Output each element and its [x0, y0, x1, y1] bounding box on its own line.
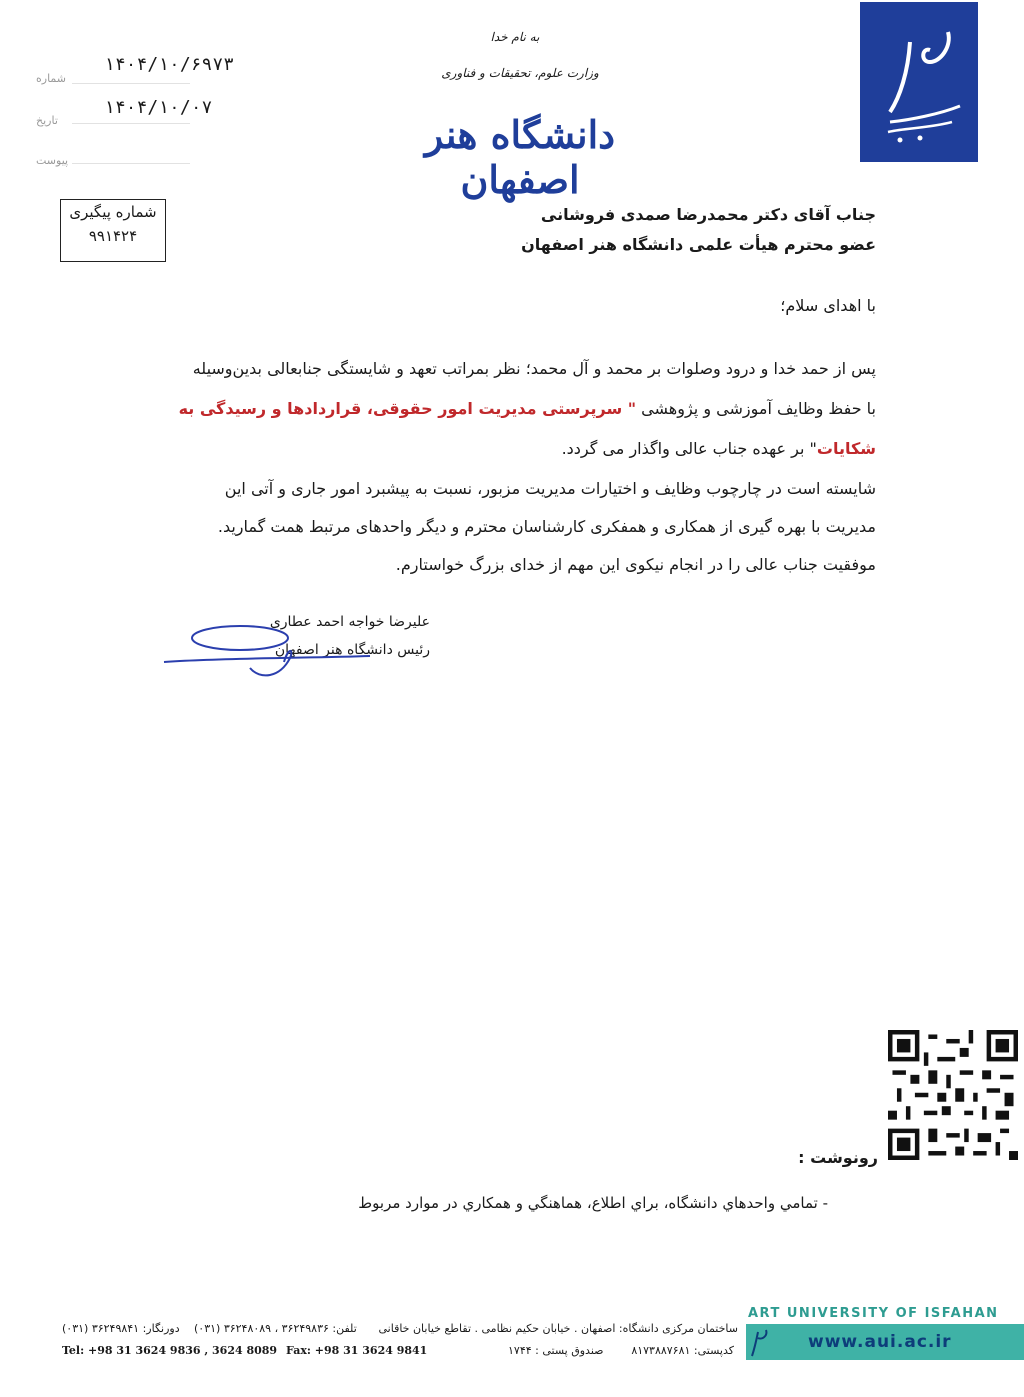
bismillah: به نام خدا — [490, 30, 540, 44]
attachment-line — [72, 162, 190, 164]
footer-fax: دورنگار: ۳۶۲۴۹۸۴۱ (۰۳۱) — [62, 1322, 180, 1335]
appointment-title-end: شکایات — [816, 439, 876, 458]
letter-date: ۱۴۰۴/۱۰/۰۷ — [104, 97, 213, 118]
body-line-5: مدیریت با بهره گیری از همکاری و همفکری کارشناسان محترم و دیگر واحدهای مرتبط همت گمارید. — [217, 517, 876, 536]
footer-tel-en: Tel: +98 31 3624 9836 , 3624 8089 — [62, 1344, 278, 1357]
letter-number: ۱۴۰۴/۱۰/۶۹۷۳ — [104, 54, 235, 75]
attachment-label: پیوست — [36, 154, 69, 167]
greeting: با اهدای سلام؛ — [780, 296, 876, 315]
footer-fax-en: Fax: +98 31 3624 9841 — [286, 1344, 428, 1357]
number-line — [72, 82, 190, 84]
footer-address: ساختمان مرکزی دانشگاه: اصفهان . خیابان حکیم نظامی . تقاطع خیابان خاقانی — [378, 1322, 738, 1335]
footer-po-box: صندوق پستی : ۱۷۴۴ — [508, 1344, 604, 1357]
signer-name: علیرضا خواجه احمد عطاری — [269, 614, 430, 630]
footer-phone: تلفن: ۳۶۲۴۹۸۳۶ ، ۳۶۲۴۸۰۸۹ (۰۳۱) — [194, 1322, 357, 1335]
cc-recipients: - تمامي واحدهاي دانشگاه، براي اطلاع، هماهنگي و همكاري در موارد مربوط — [358, 1194, 828, 1212]
body-line-6: موفقیت جناب عالی را در انجام نیکوی این مهم از خدای بزرگ خواستارم. — [395, 555, 876, 574]
appointment-title: " سرپرستی مدیریت امور حقوقی، قراردادها و رسیدگی به — [178, 399, 637, 418]
signer-title: رئیس دانشگاه هنر اصفهان — [274, 642, 430, 658]
footer-postal-code: کدپستی: ۸۱۷۳۸۸۷۶۸۱ — [631, 1344, 734, 1357]
cc-title: رونوشت : — [798, 1148, 878, 1167]
university-name: دانشگاه هنر اصفهان — [424, 112, 616, 202]
website-link[interactable]: www.aui.ac.ir — [808, 1332, 952, 1352]
tracking-number: ۹۹۱۴۲۴ — [88, 227, 138, 245]
footer-english-name: ART UNIVERSITY OF ISFAHAN — [748, 1306, 999, 1321]
date-line — [72, 122, 190, 124]
footer-logo-icon — [750, 1326, 772, 1358]
body-line-2-prefix: با حفظ وظایف آموزشی و پژوهشی — [636, 399, 876, 418]
university-logo — [860, 2, 978, 162]
body-line-3-suffix: " بر عهده جناب عالی واگذار می گردد. — [561, 439, 817, 458]
signature-scribble-icon — [160, 618, 400, 688]
qr-code-icon — [888, 1028, 1018, 1162]
number-label: شماره — [36, 72, 67, 85]
ministry-name: وزارت علوم، تحقیقات و فناوری — [441, 66, 599, 80]
date-label: تاریخ — [36, 114, 58, 127]
tracking-box — [60, 199, 166, 262]
body-line-3 — [146, 430, 876, 468]
tracking-label: شماره پیگیری — [69, 203, 157, 221]
recipient-title: عضو محترم هیأت علمی دانشگاه هنر اصفهان — [521, 235, 876, 254]
calligraphy-logo-icon — [860, 2, 978, 162]
body-line-4: شایسته است در چارچوب وظایف و اختیارات مدیریت مزبور، نسبت به پیشبرد امور جاری و آتی این — [224, 479, 876, 498]
body-line-1: پس از حمد خدا و درود وصلوات بر محمد و آل محمد؛ نظر بمراتب تعهد و شایستگی جنابعالی بدین‌وسیله — [192, 359, 876, 378]
recipient-name: جناب آقای دکتر محمدرضا صمدی فروشانی — [540, 205, 876, 224]
body-line-2 — [146, 390, 876, 428]
